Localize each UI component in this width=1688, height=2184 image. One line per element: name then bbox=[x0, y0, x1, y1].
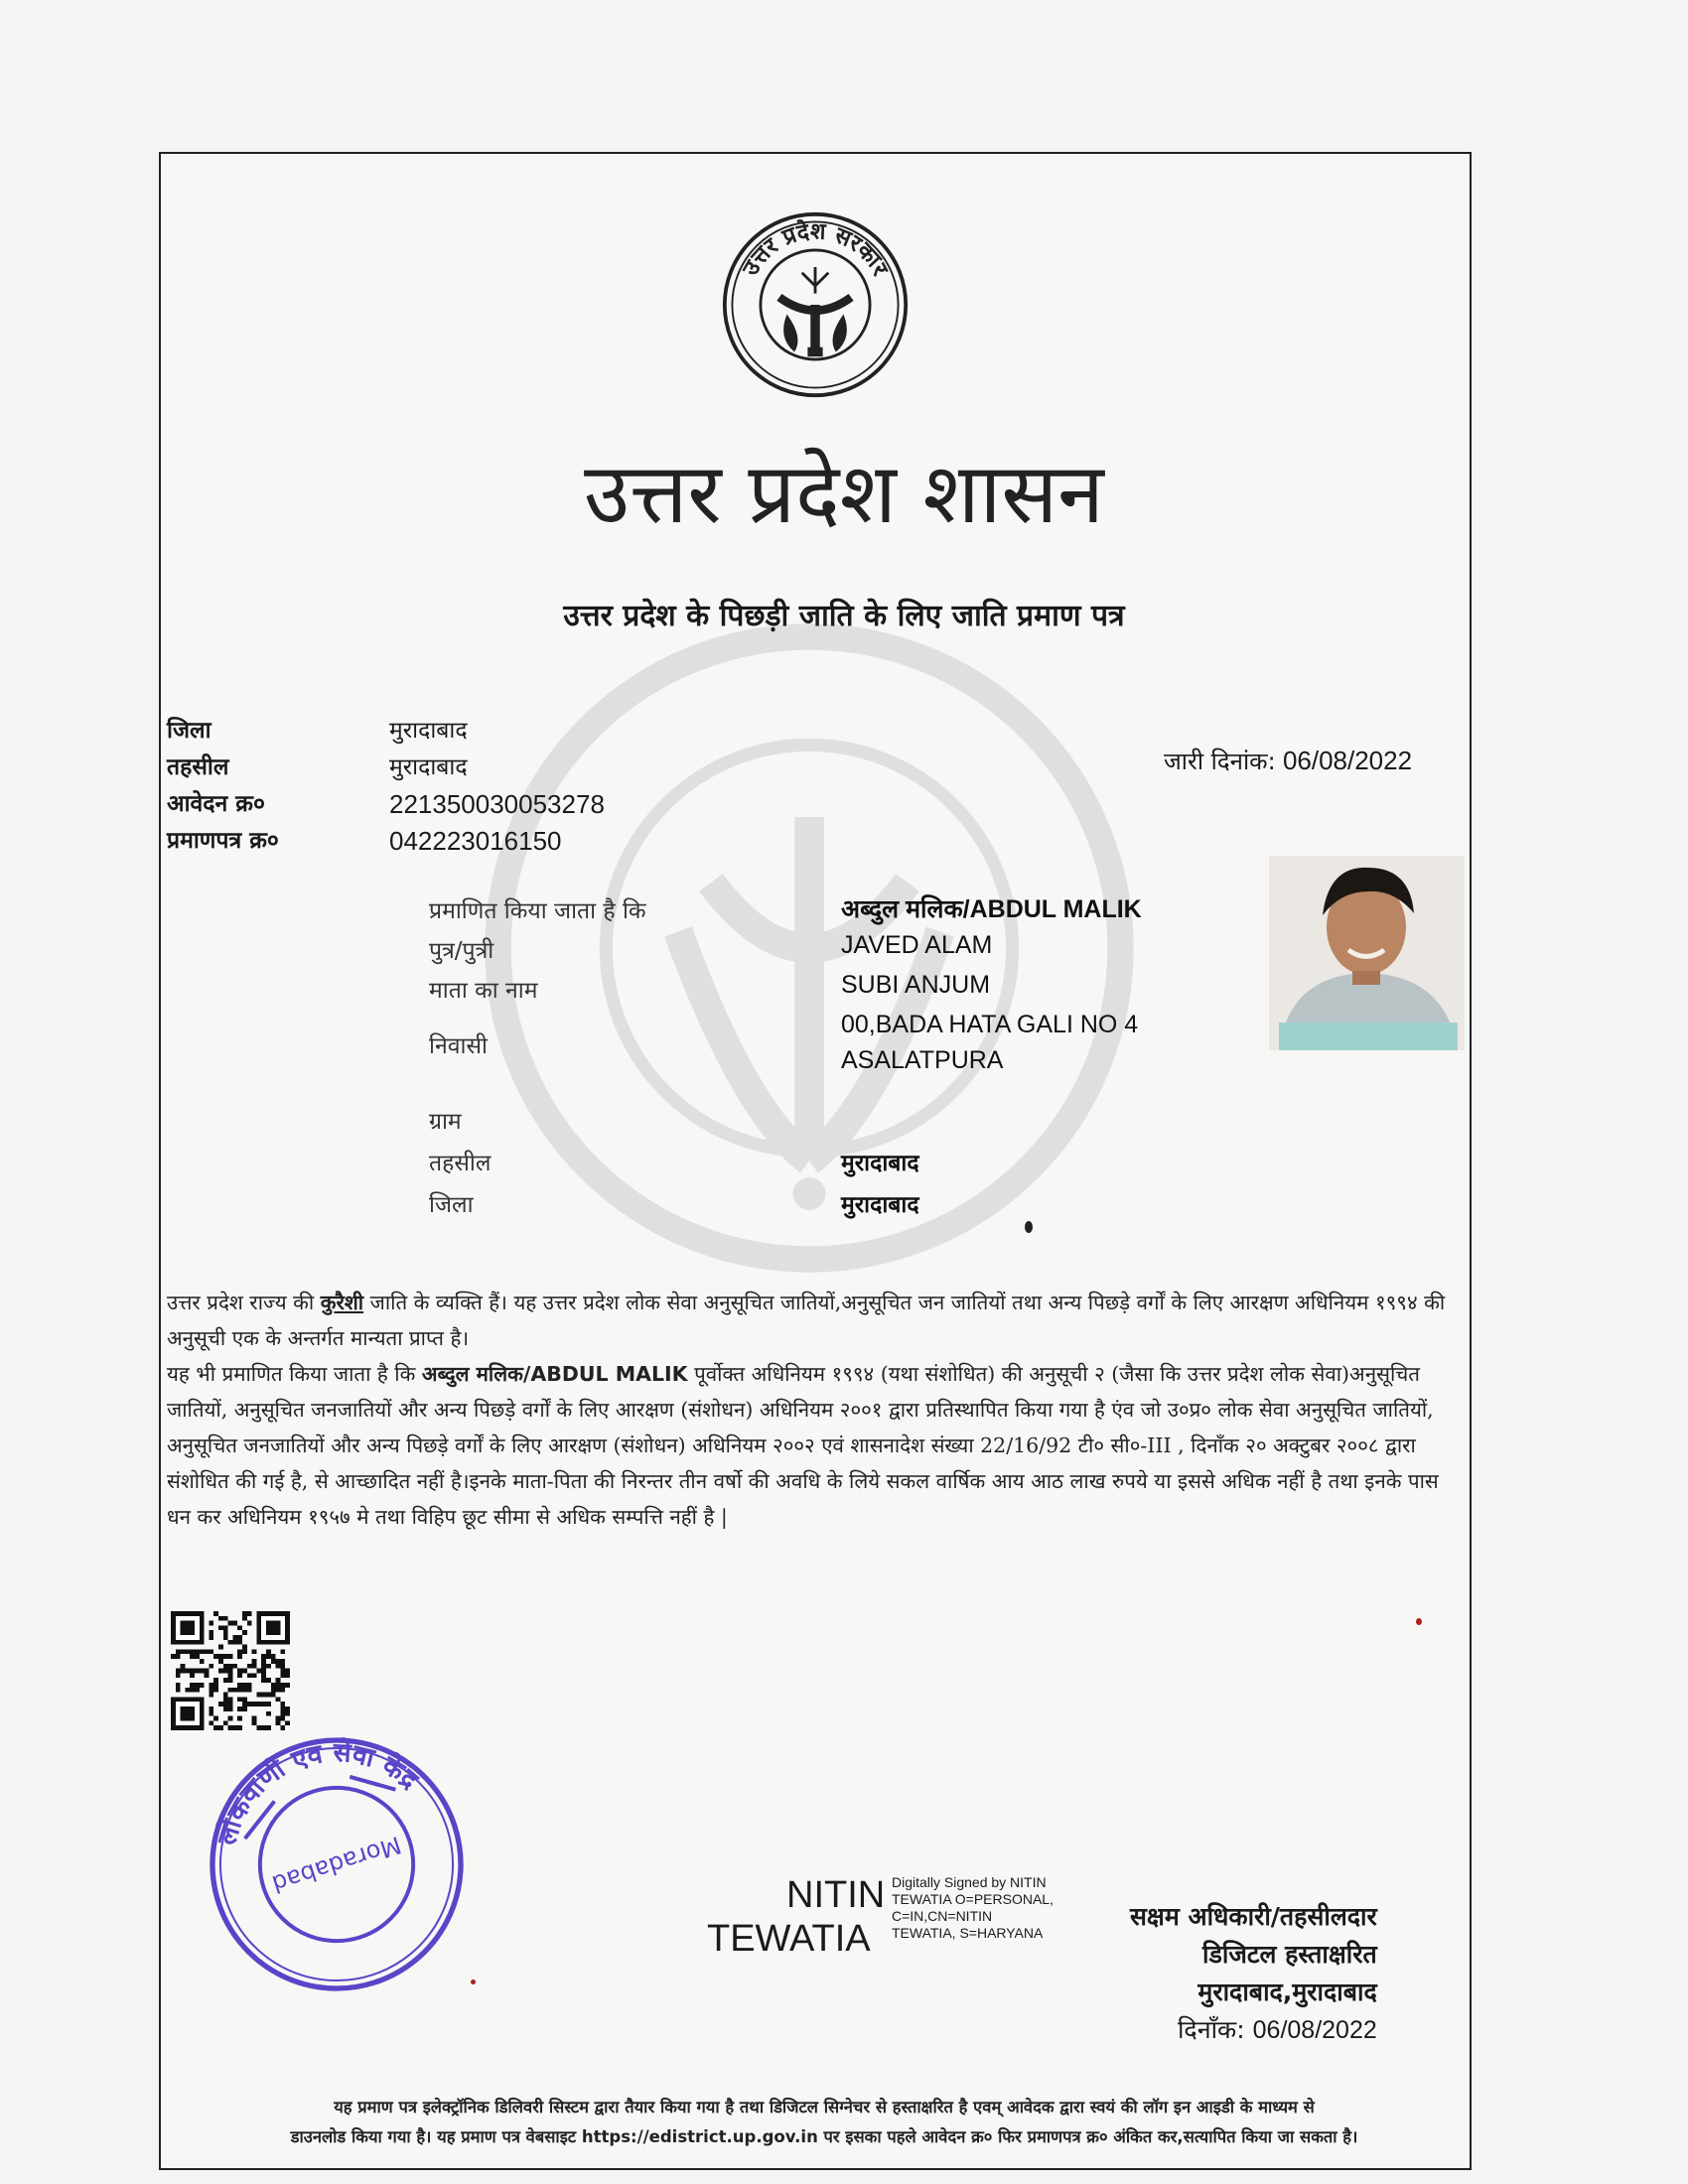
signature-detail-line: TEWATIA O=PERSONAL, bbox=[892, 1891, 1054, 1907]
application-number: 221350030053278 bbox=[389, 789, 605, 819]
tehsil-value: मुरादाबाद bbox=[389, 754, 468, 780]
signature-detail-line: C=IN,CN=NITIN bbox=[892, 1908, 993, 1924]
signer-last-name: TEWATIA bbox=[707, 1918, 871, 1960]
detail-label: माता का नाम bbox=[429, 978, 538, 1004]
detail-label-resident: निवासी bbox=[429, 1033, 488, 1059]
detail-value-district: मुरादाबाद bbox=[841, 1192, 919, 1218]
caste-name: कुरैशी bbox=[320, 1291, 364, 1314]
scan-speck bbox=[1025, 1221, 1033, 1233]
detail-value-address-line2: ASALATPURA bbox=[841, 1046, 1004, 1074]
issue-date-label: जारी दिनांक: bbox=[1164, 748, 1276, 775]
scan-speck bbox=[471, 1979, 476, 1984]
detail-value-name: अब्दुल मलिक/ABDUL MALIK bbox=[841, 895, 1142, 923]
footer-line-2: डाउनलोड किया गया है। यह प्रमाण पत्र वेबसाइट https://edistrict.up.gov.in पर इसका पहले आवेदन क्र० फिर प्रमाणपत्र क्र० अंकित कर,सत्यापित किया जा सकता है। bbox=[290, 2127, 1358, 2146]
certificate-body bbox=[167, 1285, 1462, 1535]
detail-value-father: JAVED ALAM bbox=[841, 931, 993, 959]
up-government-emblem-icon bbox=[721, 210, 910, 399]
issue-date-value: 06/08/2022 bbox=[1282, 746, 1413, 775]
signer-first-name: NITIN bbox=[786, 1874, 886, 1916]
detail-value-tehsil: मुरादाबाद bbox=[841, 1151, 919, 1176]
applicant-photo bbox=[1269, 856, 1465, 1050]
district-label: जिला bbox=[167, 718, 211, 744]
verification-footer bbox=[189, 2093, 1460, 2152]
signature-detail-line: Digitally Signed by NITIN bbox=[892, 1874, 1047, 1890]
officer-date-value: 06/08/2022 bbox=[1252, 2016, 1377, 2044]
stamp-inner-text: Moradabad bbox=[268, 1830, 405, 1899]
body-paragraph-1 bbox=[167, 1285, 1462, 1356]
stamp-outer-text: लोकवाणी एवं सेवा केंद्र bbox=[211, 1736, 424, 1849]
applicant-name-inline: अब्दुल मलिक/ABDUL MALIK bbox=[421, 1362, 688, 1386]
issue-date bbox=[1164, 745, 1412, 777]
page-title: उत्तर प्रदेश शासन bbox=[584, 445, 1104, 542]
footer-line-1: यह प्रमाण पत्र इलेक्ट्रॉनिक डिलिवरी सिस्टम द्वारा तैयार किया गया है तथा डिजिटल सिग्नेचर से हस्ताक्षरित है एवम् आवेदक द्वारा स्वयं की लॉग इन आइडी के माध्यम से bbox=[334, 2098, 1315, 2116]
officer-date-label: दिनाँक: bbox=[1177, 2015, 1245, 2044]
qr-code-icon[interactable] bbox=[171, 1611, 290, 1730]
detail-label: प्रमाणित किया जाता है कि bbox=[429, 898, 646, 924]
tehsil-label: तहसील bbox=[167, 754, 229, 780]
body-text-segment: उत्तर प्रदेश राज्य की bbox=[167, 1291, 321, 1314]
certificate-number: 042223016150 bbox=[389, 826, 562, 856]
signature-detail-line: TEWATIA, S=HARYANA bbox=[892, 1925, 1044, 1941]
emblem-arc-text: उत्तर प्रदेश सरकार bbox=[737, 218, 894, 281]
detail-label-district: जिला bbox=[429, 1192, 474, 1218]
officer-block bbox=[1130, 1898, 1377, 2049]
signature-details bbox=[892, 1874, 1110, 1942]
detail-label: पुत्र/पुत्री bbox=[429, 938, 494, 964]
applicant-portrait-icon bbox=[1269, 856, 1465, 1050]
body-text-segment: पूर्वोक्त अधिनियम १९९४ (यथा संशोधित) की अनुसूची २ (जैसा कि उत्तर प्रदेश लोक सेवा)अनुसूचित जातियों, अनुसूचित जनजातियों और अन्य पिछड़े वर्गों के लिए आरक्षण (संशोधन) अधिनियम २००१ द्वारा प्रतिस्थापित किया गया है एंव जो उ०प्र० लोक सेवा अनुसूचित जातियों, अनुसूचित जनजातियों और अन्य पिछड़े वर्गों के लिए आरक्षण (संशोधन) अधिनियम २००२ एवं शासनादेश संख्या 22/16/92 टी० सी०-III , दिनाँक २० अक्टुबर २००८ द्वारा संशोधित की गई है, से आच्छादित नहीं है।इनके माता-पिता की निरन्तर तीन वर्षो की अवधि के लिये सकल वार्षिक आय आठ लाख रुपये या इससे अधिक नहीं है तथा इनके पास धन कर अधिनियम १९५७ मे तथा विहिप छूट सीमा से अधिक सम्पत्ति नहीं है | bbox=[167, 1362, 1439, 1529]
body-text-segment: जाति के व्यक्ति हैं। यह उत्तर प्रदेश लोक सेवा अनुसूचित जातियों,अनुसूचित जन जातियों तथा अन्य पिछड़े वर्गों के लिए आरक्षण अधिनियम १९९४ की अनुसूची एक के अन्तर्गत मान्यता प्राप्त है। bbox=[167, 1291, 1446, 1350]
scan-speck bbox=[1416, 1618, 1422, 1625]
body-text-segment: यह भी प्रमाणित किया जाता है कि bbox=[167, 1362, 422, 1386]
officer-digital-signed: डिजिटल हस्ताक्षरित bbox=[1202, 1940, 1377, 1969]
district-value: मुरादाबाद bbox=[389, 718, 468, 744]
application-label: आवेदन क्र० bbox=[167, 791, 265, 817]
detail-value-address-line1: 00,BADA HATA GALI NO 4 bbox=[841, 1011, 1139, 1038]
official-stamp-icon bbox=[205, 1732, 469, 1996]
officer-designation: सक्षम अधिकारी/तहसीलदार bbox=[1130, 1902, 1377, 1931]
certificate-subtitle: उत्तर प्रदेश के पिछड़ी जाति के लिए जाति प्रमाण पत्र bbox=[563, 599, 1125, 633]
meta-block bbox=[167, 713, 605, 860]
detail-label-tehsil: तहसील bbox=[429, 1151, 492, 1176]
officer-location: मुरादाबाद,मुरादाबाद bbox=[1197, 1978, 1377, 2006]
detail-value-mother: SUBI ANJUM bbox=[841, 971, 991, 999]
officer-date bbox=[1130, 2011, 1377, 2049]
detail-label-village: ग्राम bbox=[429, 1109, 462, 1135]
certificate-label: प्रमाणपत्र क्र० bbox=[167, 828, 279, 854]
body-paragraph-2 bbox=[167, 1356, 1462, 1535]
